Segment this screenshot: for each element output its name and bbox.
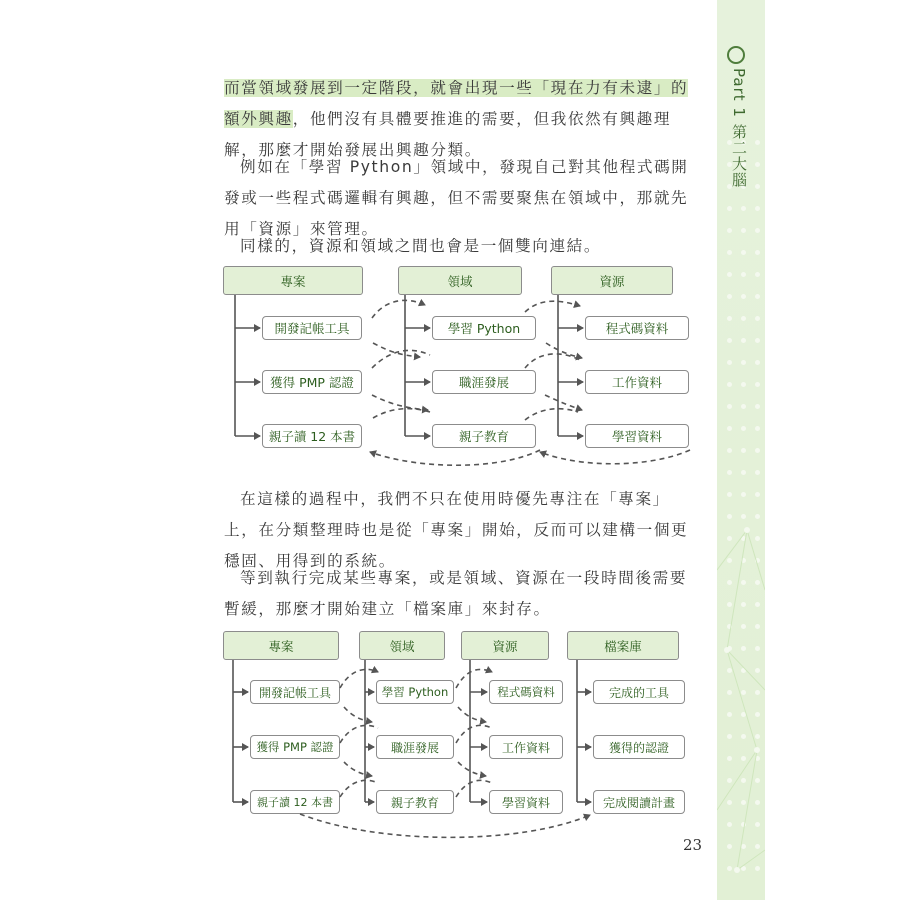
d2-header-archive: 檔案庫 [567,631,679,660]
d1-item: 學習 Python [432,316,536,340]
paragraph-2: 例如在「學習 Python」領域中，發現自己對其他程式碼開發或一些程式碼邏輯有興趣，但不需要聚焦在領域中，那就先用「資源」來管理。 [224,158,689,238]
decorative-dot [755,426,760,431]
d1-item: 開發記帳工具 [262,316,362,340]
decorative-dot [741,206,746,211]
d2-item: 獲得的認證 [593,735,685,759]
decorative-dot [727,404,732,409]
decorative-dot [727,228,732,233]
decorative-dot [741,360,746,365]
decorative-dot [755,404,760,409]
decorative-dot [755,272,760,277]
d1-item: 親子讀 12 本書 [262,424,362,448]
decorative-dot [755,228,760,233]
chapter-label: Part 1 第二大腦 [730,68,748,188]
d2-header-resources: 資源 [461,631,549,660]
decorative-network-pattern [717,450,765,900]
decorative-dot [741,382,746,387]
d2-item: 學習 Python [376,680,454,704]
d1-header-areas: 領域 [398,266,522,295]
page-number: 23 [683,836,703,854]
paragraph-4: 在這樣的過程中，我們不只在使用時優先專注在「專案」上，在分類整理時也是從「專案」開始，反而可以建構一個更穩固、用得到的系統。 [224,490,689,570]
decorative-dot [755,184,760,189]
decorative-dot [755,316,760,321]
d2-item: 完成的工具 [593,680,685,704]
decorative-dot [727,382,732,387]
decorative-dot [741,294,746,299]
d1-header-projects: 專案 [223,266,363,295]
decorative-dot [755,338,760,343]
decorative-dot [727,272,732,277]
paragraph-3: 同樣的，資源和領域之間也會是一個雙向連結。 [240,237,602,255]
d2-item: 學習資料 [489,790,563,814]
decorative-dot [755,206,760,211]
decorative-dot [755,294,760,299]
d1-header-resources: 資源 [551,266,673,295]
d2-item: 職涯發展 [376,735,454,759]
decorative-dot [741,426,746,431]
decorative-dot [755,162,760,167]
decorative-dot [741,250,746,255]
d2-item: 親子讀 12 本書 [250,790,340,814]
d1-item: 學習資料 [585,424,689,448]
decorative-dot [727,294,732,299]
d2-item: 程式碼資料 [489,680,563,704]
decorative-dot [755,140,760,145]
d2-item: 完成閱讀計畫 [593,790,685,814]
decorative-dot [727,316,732,321]
d2-item: 獲得 PMP 認證 [250,735,340,759]
d1-item: 親子教育 [432,424,536,448]
decorative-dot [741,228,746,233]
decorative-dot [727,250,732,255]
d2-item: 開發記帳工具 [250,680,340,704]
d1-item: 獲得 PMP 認證 [262,370,362,394]
d2-header-projects: 專案 [223,631,339,660]
decorative-dot [741,272,746,277]
decorative-dot [727,426,732,431]
decorative-dot [755,360,760,365]
chapter-icon [727,46,745,64]
decorative-dot [727,360,732,365]
d2-header-areas: 領域 [359,631,445,660]
decorative-dot [755,382,760,387]
d1-item: 工作資料 [585,370,689,394]
paragraph-1-rest: ，他們沒有具體要推進的需要，但我依然有興趣理解，那麼才開始發展出興趣分類。 [224,110,672,159]
decorative-dot [741,404,746,409]
d2-item: 工作資料 [489,735,563,759]
decorative-dot [741,338,746,343]
decorative-dot [727,206,732,211]
paragraph-5: 等到執行完成某些專案，或是領域、資源在一段時間後需要暫緩，那麼才開始建立「檔案庫」來封存。 [224,569,688,618]
highlighted-text: 而當領域發展到一定階段，就會出現一些「現在力有未逮」的額外興趣 [224,79,689,128]
decorative-dot [727,338,732,343]
d1-item: 程式碼資料 [585,316,689,340]
d2-item: 親子教育 [376,790,454,814]
decorative-dot [741,316,746,321]
d1-item: 職涯發展 [432,370,536,394]
decorative-dot [755,250,760,255]
